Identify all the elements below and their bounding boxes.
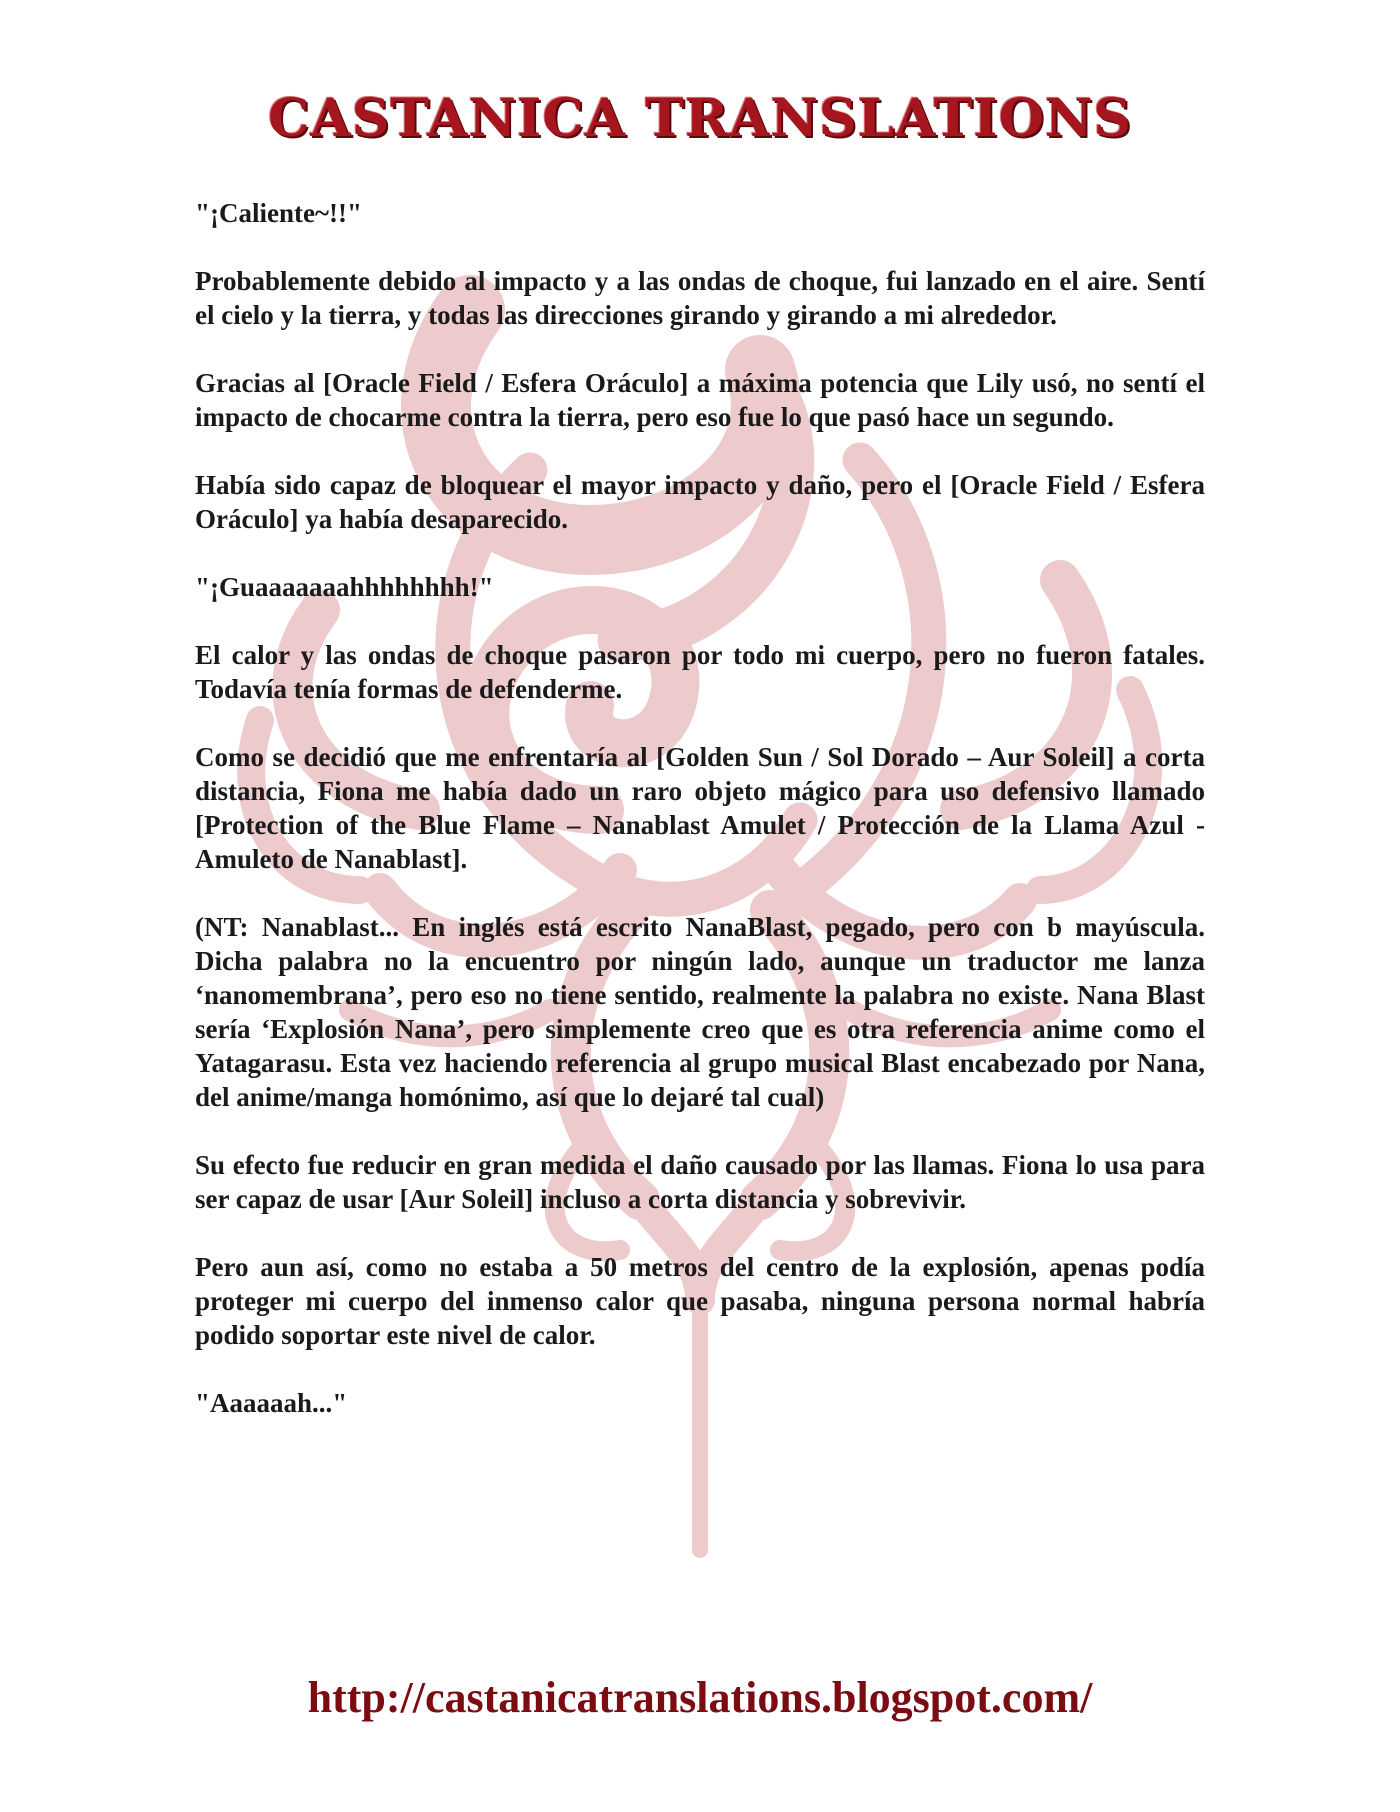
page-title: CASTANICA TRANSLATIONS bbox=[268, 88, 1132, 149]
paragraph: "¡Guaaaaaaahhhhhhhh!" bbox=[195, 572, 494, 602]
paragraph: Su efecto fue reducir en gran medida el daño causado por las llamas. Fiona lo usa para ser capaz de usar [Aur Soleil] incluso a corta distancia y sobrevivir. bbox=[195, 1150, 1205, 1214]
paragraph: Probablemente debido al impacto y a las ondas de choque, fui lanzado en el aire. Sentí el cielo y la tierra, y todas las direcciones girando y girando a mi alrededor. bbox=[195, 266, 1205, 330]
paragraph: Como se decidió que me enfrentaría al [Golden Sun / Sol Dorado – Aur Soleil] a corta distancia, Fiona me había dado un raro objeto mágico para uso defensivo llamado [Protection of the Blue Flame – Nanablast Amulet / Protección de la Llama Azul - Amuleto de Nanablast]. bbox=[195, 742, 1205, 874]
paragraph: "Aaaaaah..." bbox=[195, 1388, 348, 1418]
paragraph: Pero aun así, como no estaba a 50 metros del centro de la explosión, apenas podía proteger mi cuerpo del inmenso calor que pasaba, ninguna persona normal habría podido soportar este nivel de calor. bbox=[195, 1252, 1205, 1350]
paragraph: Había sido capaz de bloquear el mayor impacto y daño, pero el [Oracle Field / Esfera Oráculo] ya había desaparecido. bbox=[195, 470, 1205, 534]
paragraph: El calor y las ondas de choque pasaron por todo mi cuerpo, pero no fueron fatales. Todavía tenía formas de defenderme. bbox=[195, 640, 1205, 704]
translator-note-paragraph: (NT: Nanablast... En inglés está escrito NanaBlast, pegado, pero con b mayúscula. Dicha palabra no la encuentro por ningún lado, aunque un traductor me lanza ‘nanomembrana’, pero eso no tiene sentido, realmente la palabra no existe. Nana Blast sería ‘Explosión Nana’, pero simplemente creo que es otra referencia anime como el Yatagarasu. Esta vez haciendo referencia al grupo musical Blast encabezado por Nana, del anime/manga homónimo, así que lo dejaré tal cual) bbox=[195, 912, 1205, 1112]
paragraph: "¡Caliente~!!" bbox=[195, 198, 362, 228]
document-body bbox=[195, 196, 1205, 1454]
footer-url-link[interactable]: http://castanicatranslations.blogspot.com/ bbox=[307, 1673, 1093, 1722]
paragraph: Gracias al [Oracle Field / Esfera Oráculo] a máxima potencia que Lily usó, no sentí el impacto de chocarme contra la tierra, pero eso fue lo que pasó hace un segundo. bbox=[195, 368, 1205, 432]
